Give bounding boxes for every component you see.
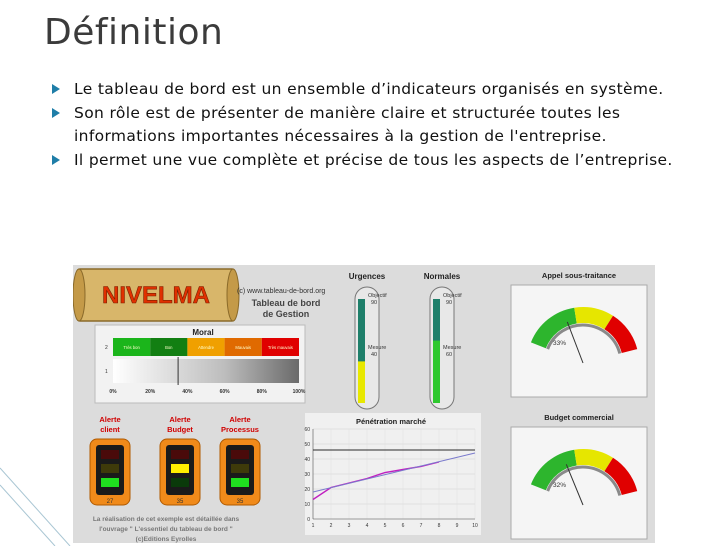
gauge [511,271,647,397]
alert-light [220,415,260,505]
gauge-value: 33% [553,340,567,347]
arrow-right-icon [52,84,60,94]
bullet-list [52,78,677,172]
moral-scale-label: 40% [182,389,193,395]
moral-segment-label: Mauvais [235,345,251,350]
moral-segment-label: Attendre [198,345,214,350]
bullet-text: Son rôle est de présenter de manière claire et structurée toutes les informations importantes nécessaires à la gestion de l'entreprise. [74,103,621,145]
thermometer-objectif-label: Objectif [443,293,462,299]
logo-text: NIVELMA [102,282,210,309]
thermometer-mesure-value: 60 [446,352,453,358]
footer-line-1: La réalisation de cet exemple est détaillée dans [92,516,240,523]
footer-line-3: (c)Editions Eyrolles [135,536,197,543]
bullet-item [52,78,677,102]
footer-line-2: l'ouvrage " L'essentiel du tableau de bord " [99,526,233,533]
moral-scale-label: 80% [256,389,267,395]
alert-lamp [231,478,249,487]
gauge-band [575,315,608,322]
moral-row-label: 2 [105,345,108,351]
logo [73,269,239,321]
alert-lamp [171,464,189,473]
gauge-title: Appel sous-traitance [541,271,617,280]
alert-lamp [101,464,119,473]
moral-scale-label: 100% [292,389,306,395]
y-tick-label: 40 [304,457,310,463]
alert-value: 35 [236,499,244,505]
x-tick-label: 2 [329,523,333,529]
thermometer-objectif-value: 90 [446,300,453,306]
alert-lamp [101,450,119,459]
alert-value: 27 [106,499,114,505]
bullet-item [52,102,677,149]
arrow-right-icon [52,108,60,118]
bullet-text: Le tableau de bord est un ensemble d’indicateurs organisés en système. [74,80,664,98]
x-tick-label: 1 [311,523,315,529]
moral-scale-label: 20% [145,389,156,395]
x-tick-label: 9 [455,523,459,529]
alert-lamp [231,450,249,459]
dashboard-subtitle-2: de Gestion [262,309,310,319]
alert-lamp [171,450,189,459]
dashboard-subtitle-1: Tableau de bord [251,298,321,308]
moral-panel [95,325,306,403]
alert-label-1: Alerte [169,415,191,424]
chart-title: Pénétration marché [355,417,427,426]
thermometer-mesure-label: Mesure [368,345,387,351]
thermometer-mesure-value: 40 [371,352,378,358]
moral-segment-label: Très mauvais [267,345,293,350]
x-tick-label: 10 [472,523,478,529]
y-tick-label: 60 [304,427,310,433]
page-title: Définition [44,12,224,53]
x-tick-label: 4 [365,523,369,529]
thermometer-objectif-label: Objectif [368,293,387,299]
moral-gradient-bar [113,359,299,383]
x-tick-label: 5 [383,523,387,529]
bullet-text: Il permet une vue complète et précise de tous les aspects de l’entreprise. [74,150,673,169]
moral-title: Moral [192,328,214,337]
alert-label-2: client [100,425,120,434]
bullet-item [52,149,677,173]
penetration-chart [304,413,481,535]
alert-value: 35 [176,499,184,505]
alert-label-2: Processus [221,425,259,434]
x-tick-label: 8 [437,523,441,529]
moral-scale-label: 0% [109,389,117,395]
y-tick-label: 30 [304,472,310,478]
moral-row-label: 1 [105,369,108,375]
alert-label-2: Budget [167,425,193,434]
thermometer-mesure-label: Mesure [443,345,462,351]
gauge [511,413,647,539]
y-tick-label: 0 [307,517,310,523]
y-tick-label: 20 [304,487,310,493]
gauge-band [575,457,608,464]
dashboard-image [73,265,655,543]
y-tick-label: 50 [304,442,310,448]
thermometer-fill [433,341,440,403]
gauge-title: Budget commercial [544,413,614,422]
gauge-value: 32% [553,482,567,489]
alert-label-1: Alerte [229,415,251,424]
moral-scale-label: 60% [219,389,230,395]
website-text: (c) www.tableau-de-bord.org [237,288,326,295]
thermometer-title: Urgences [348,272,386,281]
thermometer-fill [358,361,365,403]
x-tick-label: 7 [419,523,423,529]
alert-lamp [101,478,119,487]
moral-segment-label: Bon [165,345,173,350]
alert-lamp [231,464,249,473]
thermometer-objectif-value: 90 [371,300,378,306]
thermometer-title: Normales [423,272,461,281]
alert-lamp [171,478,189,487]
arrow-right-icon [52,155,60,165]
x-tick-label: 3 [347,523,351,529]
x-tick-label: 6 [401,523,405,529]
moral-segment-label: Très bon [123,345,140,350]
alert-label-1: Alerte [99,415,121,424]
y-tick-label: 10 [304,502,310,508]
